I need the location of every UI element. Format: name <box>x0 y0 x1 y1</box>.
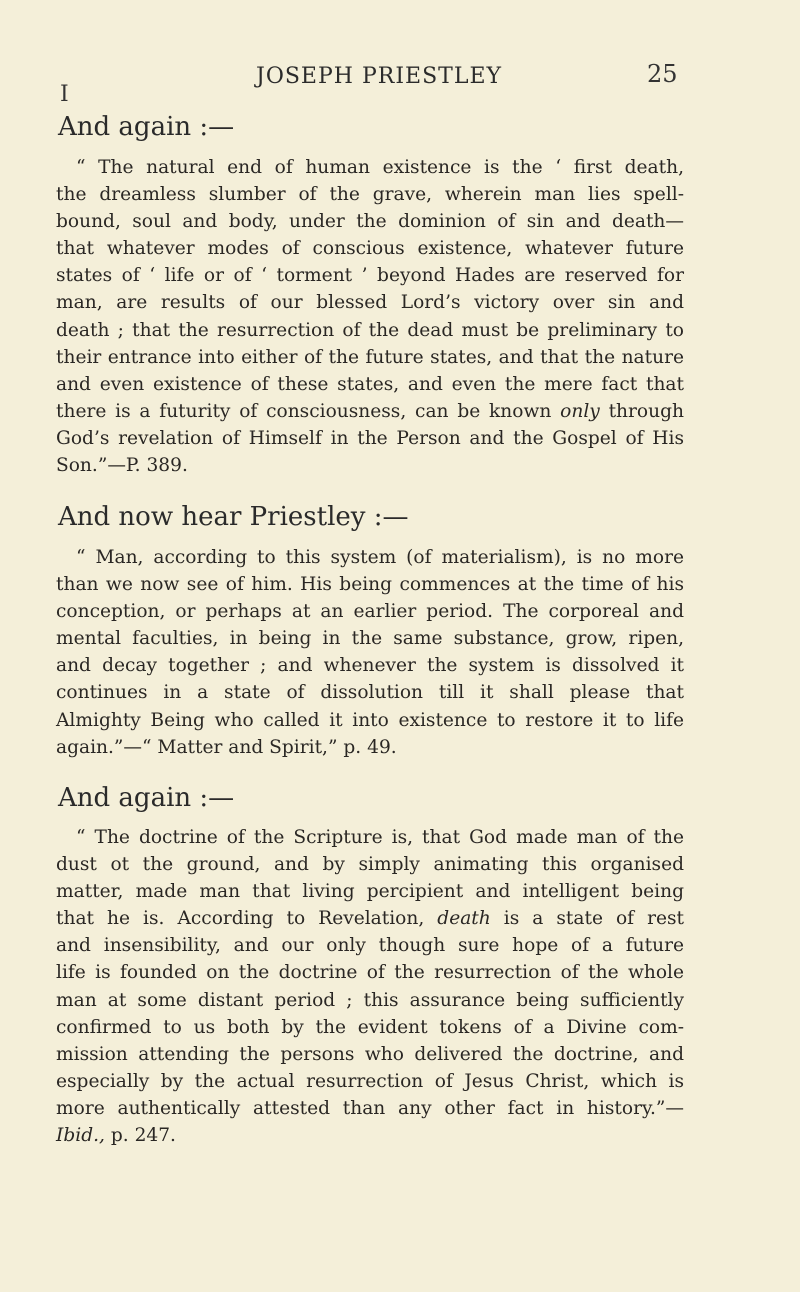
text-fragment: is a state of rest <box>503 908 684 930</box>
quotation-paragraph <box>56 544 684 761</box>
quotation-paragraph <box>56 154 684 479</box>
text-line: than we now see of him. His being commences at the time of his <box>56 574 684 596</box>
ibid-reference: Ibid., <box>56 1125 105 1147</box>
text-line: “ The natural end of human existence is the ‘ first death, <box>76 157 684 178</box>
text-line: mission attending the persons who delivered the doctrine, and <box>56 1043 684 1065</box>
text-fragment: there is a futurity of consciousness, can be known <box>56 400 552 422</box>
page-number: 25 <box>647 60 678 88</box>
text-line: bound, soul and body, under the dominion of sin and death— <box>56 211 684 233</box>
text-line: especially by the actual resurrection of Jesus Christ, which is <box>56 1070 684 1092</box>
text-line: the dreamless slumber of the grave, wherein man lies spell- <box>56 184 684 206</box>
text-line: man, are results of our blessed Lord’s victory over sin and <box>56 292 684 314</box>
text-line: their entrance into either of the future states, and that the nature <box>56 346 684 368</box>
text-fragment: that he is. According to Revelation, <box>56 908 425 930</box>
text-line: that whatever modes of conscious existence, whatever future <box>56 238 684 260</box>
text-line: “ Man, according to this system (of materialism), is no more <box>76 547 684 568</box>
text-line: matter, made man that living percipient and intelligent being <box>56 881 684 903</box>
text-line: Almighty Being who called it into existence to restore it to life <box>56 709 684 731</box>
text-line: and decay together ; and whenever the system is dissolved it <box>56 655 684 677</box>
text-line: life is founded on the doctrine of the resurrection of the whole <box>56 962 684 984</box>
text-line <box>56 905 684 932</box>
text-line: more authentically attested than any other fact in history.”— <box>56 1097 684 1119</box>
text-line: God’s revelation of Himself in the Person and the Gospel of His <box>56 427 684 449</box>
text-line: and insensibility, and our only though sure hope of a future <box>56 935 684 957</box>
text-line: Son.”—P. 389. <box>56 455 188 477</box>
text-line <box>56 1122 684 1149</box>
section-heading: And now hear Priestley :— <box>58 502 409 532</box>
signature-mark: I <box>60 82 69 107</box>
text-line: and even existence of these states, and even the mere fact that <box>56 373 684 395</box>
text-line: again.”—“ Matter and Spirit,” p. 49. <box>56 736 397 758</box>
text-line: “ The doctrine of the Scripture is, that God made man of the <box>76 827 684 848</box>
text-line: mental faculties, in being in the same substance, grow, ripen, <box>56 628 684 650</box>
text-line: states of ‘ life or of ‘ torment ’ beyond Hades are reserved for <box>56 265 684 287</box>
text-line: dust ot the ground, and by simply animating this organised <box>56 854 684 876</box>
text-fragment: through <box>608 400 684 422</box>
emphasized-word: death <box>437 908 491 930</box>
text-line: conception, or perhaps at an earlier period. The corporeal and <box>56 601 684 623</box>
text-line: continues in a state of dissolution till it shall please that <box>56 682 684 704</box>
emphasized-word: only <box>560 400 600 422</box>
text-line: man at some distant period ; this assurance being sufficiently <box>56 989 684 1011</box>
text-fragment: p. 247. <box>110 1125 176 1147</box>
quotation-paragraph <box>56 824 684 1149</box>
section-heading: And again :— <box>58 783 235 813</box>
running-title: JOSEPH PRIESTLEY <box>256 64 503 89</box>
text-line: confirmed to us both by the evident tokens of a Divine com- <box>56 1016 684 1038</box>
section-heading: And again :— <box>58 112 235 142</box>
text-line <box>56 398 684 425</box>
text-line: death ; that the resurrection of the dead must be preliminary to <box>56 319 684 341</box>
